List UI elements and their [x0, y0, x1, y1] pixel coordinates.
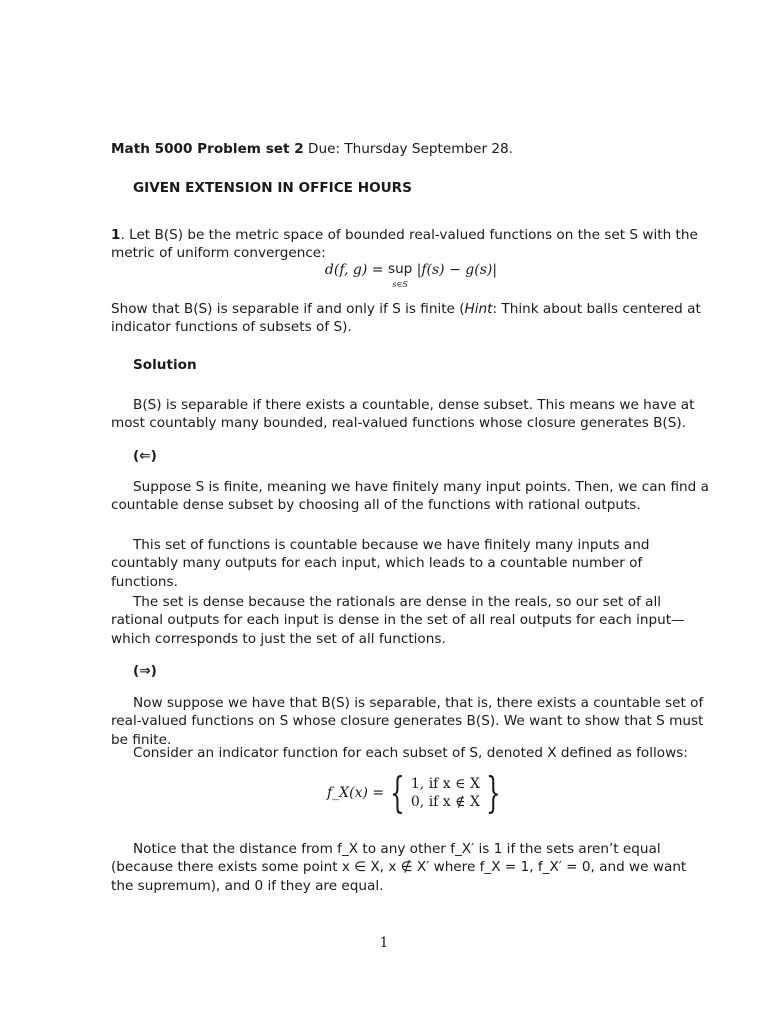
piecewise-lhs: f_X(x) = [327, 785, 385, 801]
sup-operator: sup s∈S [387, 261, 413, 289]
hint-label: Hint [464, 301, 493, 317]
solution-intro: B(S) is separable if there exists a countable, dense subset. This means we have at most countably many bounded, real-valued functions whose closure generates B(S). [111, 397, 695, 432]
page-number: 1 [379, 935, 389, 951]
left-direction-heading: (⇐) [133, 448, 157, 464]
case-two: 0, if x ∉ X [410, 794, 480, 810]
left-paragraph-2: This set of functions is countable because we have finitely many inputs and countably many outputs for each input, which leads to a countable number of functions. [111, 537, 650, 590]
equation-rhs: |f(s) − g(s)| [416, 262, 498, 278]
right-paragraph-1: Now suppose we have that B(S) is separable, that is, there exists a countable set of real-valued functions on S whose closure generates B(S). We want to show that S must be finite. [111, 695, 704, 748]
left-paragraph-3: The set is dense because the rationals are dense in the reals, so our set of all rational outputs for each input is dense in the set of all real outputs for each input— which corresponds to just the set of all functions. [111, 594, 685, 647]
problem-question: Show that B(S) is separable if and only if S is finite (Hint: Think about balls centered at indicator functions of subsets of S). [111, 301, 701, 336]
left-paragraph-1: Suppose S is finite, meaning we have finitely many input points. Then, we can find a countable dense subset by choosing all of the functions with rational outputs. [111, 479, 709, 514]
problem-text: . Let B(S) be the metric space of bounded real-valued functions on the set S with the metric of uniform convergence: [111, 227, 698, 262]
right-brace: } [485, 768, 501, 817]
sup-subscript: s∈S [392, 280, 408, 289]
equation-lhs: d(f, g) = [324, 262, 388, 278]
right-direction-heading: (⇒) [133, 663, 157, 679]
left-brace: { [390, 768, 405, 817]
problem-number: 1 [111, 227, 121, 243]
indicator-function-definition [327, 768, 507, 817]
solution-heading: Solution [133, 357, 197, 373]
case-one: 1, if x ∈ X [410, 776, 480, 792]
metric-equation [111, 262, 711, 292]
right-paragraph-3: Notice that the distance from f_X to any other f_X′ is 1 if the sets aren’t equal (because there exists some point x ∈ X, x ∉ X′ where f_X = 1, f_X′ = 0, and we want the supremum), and 0 if they are equal. [111, 841, 687, 894]
right-paragraph-2: Consider an indicator function for each subset of S, denoted X defined as follows: [133, 745, 688, 761]
problem-statement [111, 226, 711, 263]
problem-set-title: Math 5000 Problem set 2 [111, 141, 304, 157]
piecewise-cases [411, 775, 480, 811]
due-date: Due: Thursday September 28. [308, 141, 513, 157]
header-line [111, 140, 711, 158]
extension-notice: GIVEN EXTENSION IN OFFICE HOURS [133, 180, 412, 196]
